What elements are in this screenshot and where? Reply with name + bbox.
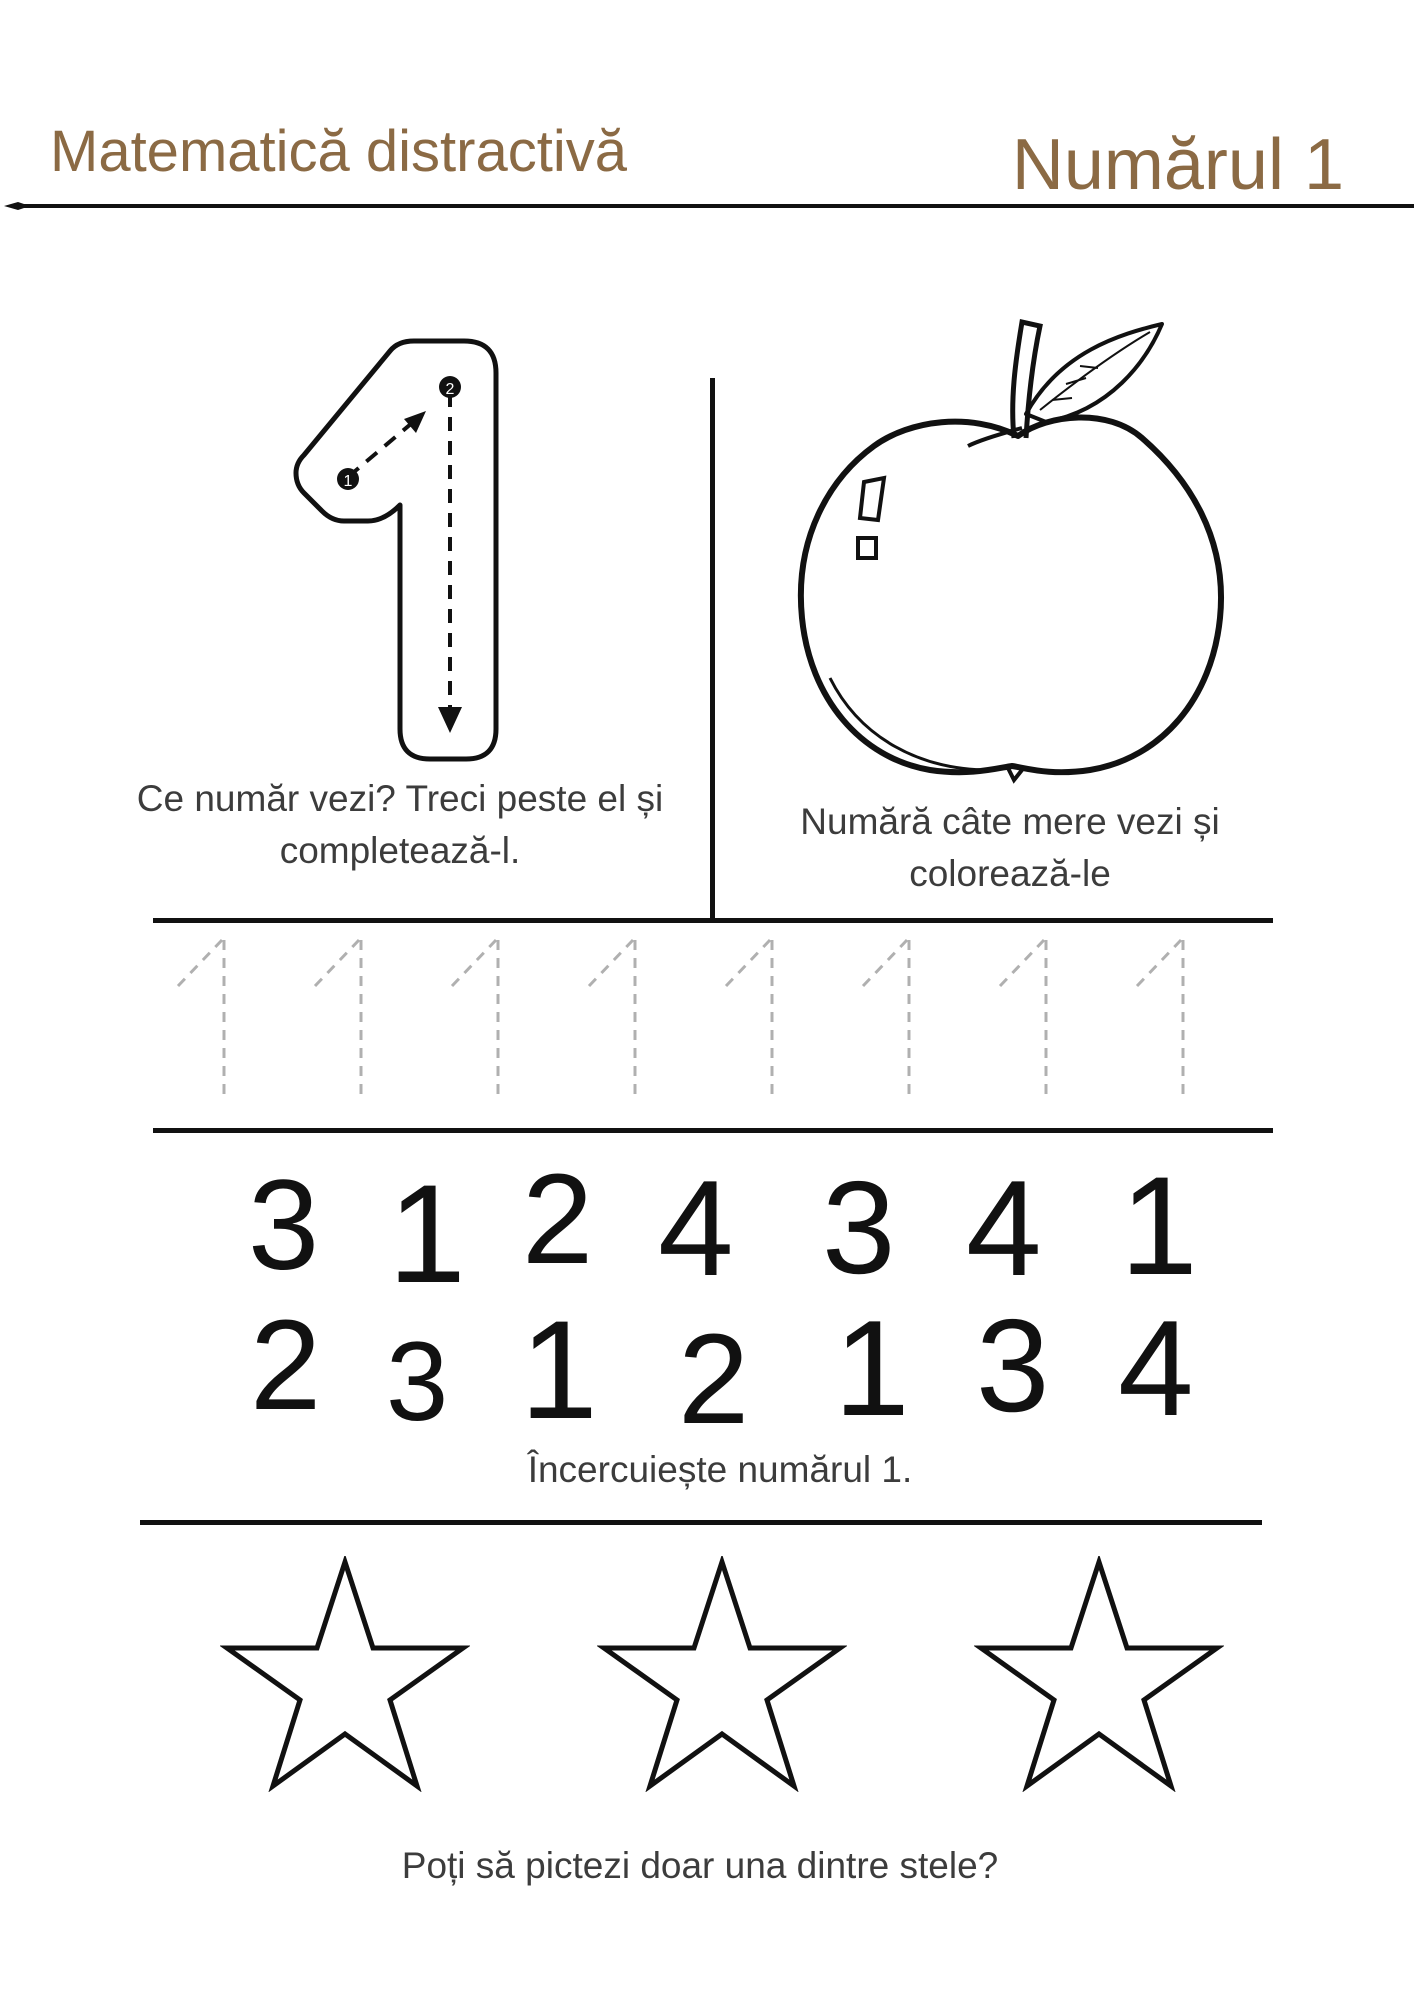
star-icon[interactable] — [597, 1556, 847, 1792]
digit-cell[interactable]: 3 — [386, 1319, 449, 1444]
number-title: Numărul 1 — [1011, 125, 1344, 205]
digit-cell[interactable]: 3 — [822, 1154, 896, 1301]
digit-cell[interactable]: 2 — [522, 1148, 594, 1291]
dashed-one-7 — [1000, 940, 1046, 1098]
arrow-head-icon — [404, 411, 426, 433]
digit-cell[interactable]: 1 — [834, 1292, 910, 1444]
digit-cell[interactable]: 4 — [966, 1152, 1042, 1304]
dashed-one-1 — [178, 940, 224, 1098]
dashed-one-4 — [589, 940, 635, 1098]
digit-cell[interactable]: 3 — [248, 1154, 320, 1297]
stroke-path-1 — [348, 423, 412, 477]
digit-cell[interactable]: 4 — [1118, 1292, 1194, 1444]
digit-cell[interactable]: 1 — [520, 1291, 598, 1448]
dashed-one-3 — [452, 940, 498, 1098]
section-divider — [153, 918, 1273, 923]
dashed-one-6 — [863, 940, 909, 1098]
star-icon[interactable] — [974, 1556, 1224, 1792]
vertical-divider — [710, 378, 715, 920]
worksheet-title: Matematică distractivă — [50, 119, 627, 184]
dashed-one-5 — [726, 940, 772, 1098]
apple-instruction: Numără câte mere vezi și colorează-le — [800, 801, 1220, 894]
stroke-number-2: 2 — [445, 381, 455, 398]
apple-icon — [790, 318, 1240, 788]
dashed-one-2 — [315, 940, 361, 1098]
digit-cell[interactable]: 1 — [388, 1155, 466, 1312]
star-icon[interactable] — [220, 1556, 470, 1792]
section-divider — [140, 1520, 1262, 1525]
section-divider — [153, 1128, 1273, 1133]
arrow-head-icon — [438, 707, 462, 733]
dashed-one-8 — [1137, 940, 1183, 1098]
digit-cell[interactable]: 2 — [250, 1294, 322, 1437]
digit-cell[interactable]: 3 — [976, 1292, 1050, 1439]
trace-instruction: Ce număr vezi? Treci peste el și completează-l. — [136, 778, 664, 871]
number-one-tracing-figure — [292, 335, 512, 765]
digit-cell[interactable]: 1 — [1120, 1147, 1198, 1304]
header-divider — [0, 196, 1414, 216]
tracing-practice-row — [160, 928, 1260, 1108]
stars-instruction: Poți să pictezi doar una dintre stele? — [401, 1845, 999, 1886]
stroke-number-1: 1 — [343, 473, 353, 490]
circle-instruction: Încercuiește numărul 1. — [527, 1449, 913, 1490]
digit-cell[interactable]: 4 — [658, 1152, 734, 1304]
digit-cell[interactable]: 2 — [678, 1308, 750, 1451]
